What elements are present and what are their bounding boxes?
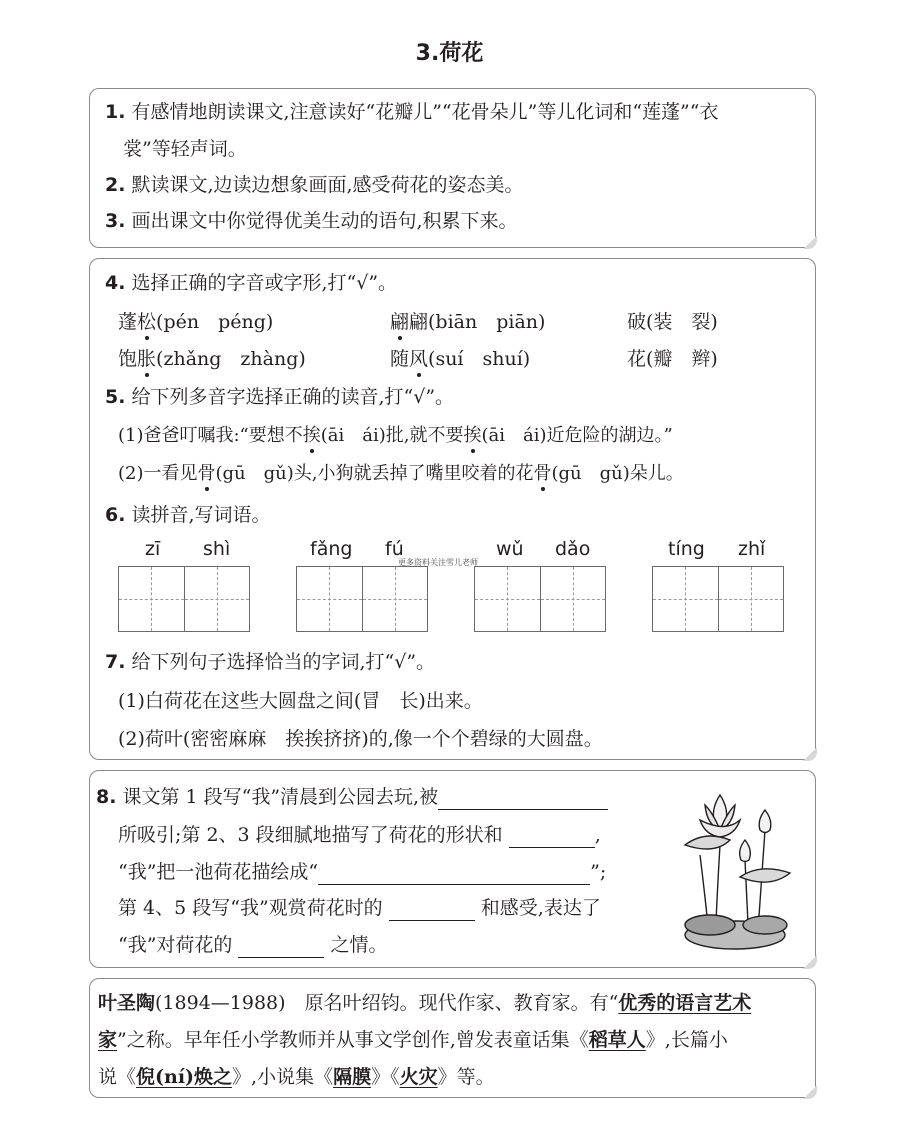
- q4-item-3: 破(装 裂): [627, 311, 718, 333]
- q8-line-4: 第 4、5 段写“我”观赏荷花时的 和感受,表达了: [118, 897, 601, 919]
- writing-grid-2[interactable]: [296, 566, 428, 632]
- answer-blank-3[interactable]: [318, 864, 590, 885]
- q5-sentence-2: (2)一看见骨(gū gǔ)头,小狗就丢掉了嘴里咬着的花骨(gū gǔ)朵儿。: [118, 463, 684, 484]
- pinyin-zi: zī: [145, 538, 161, 560]
- q7-sentence-2: (2)荷叶(密密麻麻 挨挨挤挤)的,像一个个碧绿的大圆盘。: [118, 728, 603, 750]
- q4-item-4: 饱胀(zhǎng zhàng): [118, 348, 306, 370]
- answer-blank-1[interactable]: [438, 789, 608, 810]
- q4-item-2: 翩翩(biān piān): [390, 311, 546, 333]
- q7-sentence-1: (1)白荷花在这些大圆盘之间(冒 长)出来。: [118, 690, 483, 712]
- question-5: 5. 给下列多音字选择正确的读音,打“√”。: [105, 386, 455, 408]
- q8-line-3: “我”把一池荷花描绘成“ ”;: [118, 861, 607, 883]
- answer-blank-4[interactable]: [389, 900, 475, 921]
- author-line-3: 说《倪(ní)焕之》,小说集《隔膜》《火灾》等。: [98, 1066, 495, 1088]
- question-4: 4. 选择正确的字音或字形,打“√”。: [105, 272, 398, 294]
- writing-grid-1[interactable]: [118, 566, 250, 632]
- author-line-2: 家”之称。早年任小学教师并从事文学创作,曾发表童话集《稻草人》,长篇小: [98, 1029, 728, 1051]
- pinyin-shi: shì: [203, 538, 231, 560]
- pinyin-zhi: zhǐ: [738, 538, 766, 560]
- task-1-continued: 裳”等轻声词。: [123, 138, 247, 160]
- page-title: 3.荷花: [415, 41, 484, 66]
- pinyin-fang: fǎng: [310, 538, 353, 560]
- q4-item-5: 随风(suí shuí): [390, 348, 531, 370]
- q8-line-1: 8. 课文第 1 段写“我”清晨到公园去玩,被: [96, 784, 608, 810]
- pinyin-wu: wǔ: [496, 538, 524, 560]
- author-line-1: 叶圣陶(1894—1988) 原名叶绍钧。现代作家、教育家。有“优秀的语言艺术: [98, 992, 752, 1014]
- q5-sentence-1: (1)爸爸叮嘱我:“要想不挨(āi ái)批,就不要挨(āi ái)近危险的湖边。”: [118, 425, 673, 446]
- pinyin-ting: tíng: [668, 538, 705, 560]
- pinyin-fu: fú: [385, 538, 404, 560]
- task-2: 2. 默读课文,边读边想象画面,感受荷花的姿态美。: [105, 174, 524, 196]
- question-6: 6. 读拼音,写词语。: [105, 504, 271, 526]
- q4-item-6: 花(瓣 辫): [627, 348, 718, 370]
- task-3: 3. 画出课文中你觉得优美生动的语句,积累下来。: [105, 210, 518, 232]
- writing-grid-4[interactable]: [652, 566, 784, 632]
- writing-grid-3[interactable]: [474, 566, 606, 632]
- q8-line-2: 所吸引;第 2、3 段细腻地描写了荷花的形状和 ,: [118, 824, 601, 846]
- question-7: 7. 给下列句子选择恰当的字词,打“√”。: [105, 651, 436, 673]
- watermark-text: 更多资料关注雪儿老师: [398, 558, 478, 567]
- q8-line-5: “我”对荷花的 之情。: [118, 934, 388, 956]
- answer-blank-5[interactable]: [238, 937, 324, 958]
- answer-blank-2[interactable]: [509, 827, 595, 848]
- pinyin-dao: dǎo: [555, 538, 591, 560]
- lotus-illustration: [665, 785, 800, 955]
- task-1: 1. 有感情地朗读课文,注意读好“花瓣儿”“花骨朵儿”等儿化词和“莲蓬”“衣: [105, 101, 719, 123]
- q4-item-1: 蓬松(pén péng): [118, 311, 274, 333]
